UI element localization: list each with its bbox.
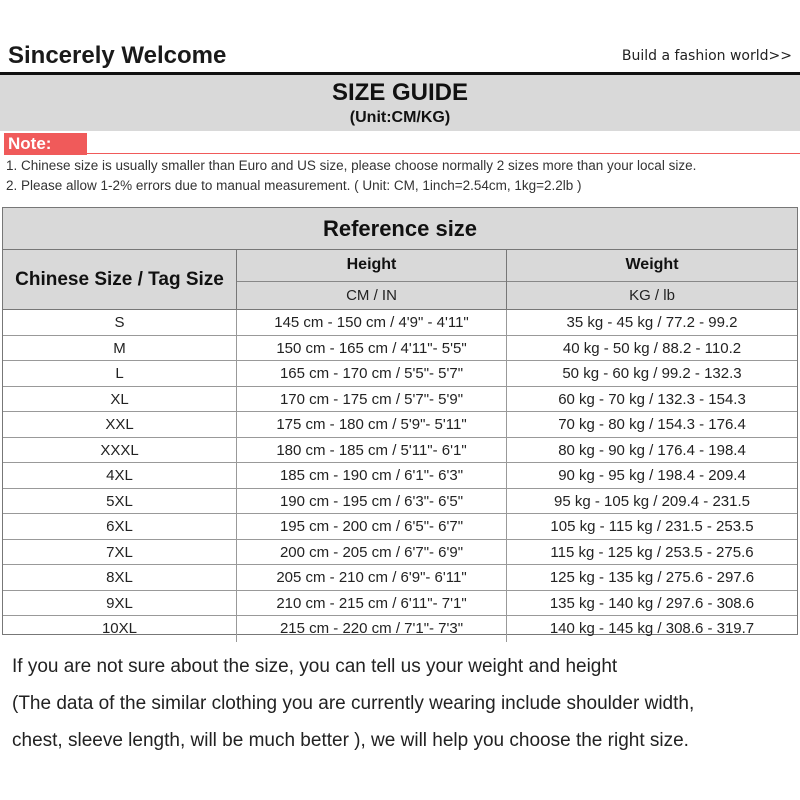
size-cell: XXXL: [3, 438, 237, 463]
height-cell: 145 cm - 150 cm / 4'9" - 4'11": [237, 310, 507, 335]
size-cell: M: [3, 336, 237, 361]
table-row: [3, 463, 797, 489]
size-cell: 10XL: [3, 616, 237, 642]
table-title-bar: [3, 208, 797, 250]
height-cell: 195 cm - 200 cm / 6'5"- 6'7": [237, 514, 507, 539]
column-header-weight: [507, 250, 797, 309]
size-cell: XL: [3, 387, 237, 412]
size-cell: 9XL: [3, 591, 237, 616]
weight-cell: 70 kg - 80 kg / 154.3 - 176.4: [558, 416, 746, 433]
note-line-2: 2. Please allow 1-2% errors due to manual measurement. ( Unit: CM, 1inch=2.54cm, 1kg=2.2lb ): [6, 178, 582, 193]
table-title: Reference size: [322, 216, 478, 241]
weight-cell: 80 kg - 90 kg / 176.4 - 198.4: [558, 441, 746, 459]
table-column-headers: [3, 250, 797, 310]
size-table: [2, 207, 798, 635]
size-cell: 8XL: [3, 565, 237, 590]
size-guide-banner: [0, 75, 800, 131]
note-label: Note:: [4, 133, 87, 155]
weight-cell: 115 kg - 125 kg / 253.5 - 275.6: [550, 543, 754, 561]
table-row: [3, 412, 797, 438]
table-row: [3, 565, 797, 591]
size-cell: 6XL: [3, 514, 237, 539]
note-line-1: 1. Chinese size is usually smaller than Euro and US size, please choose normally 2 sizes more than your local size.: [6, 158, 697, 173]
note-divider: [87, 153, 800, 154]
header-title: Sincerely Welcome: [8, 42, 227, 69]
weight-cell: 90 kg - 95 kg / 198.4 - 209.4: [558, 467, 746, 484]
footer-line-2: (The data of the similar clothing you are currently wearing include shoulder width,: [12, 693, 695, 714]
height-unit-label: CM / IN: [346, 287, 397, 304]
height-cell: 210 cm - 215 cm / 6'11"- 7'1": [237, 591, 507, 616]
size-cell: 4XL: [3, 463, 237, 488]
height-cell: 205 cm - 210 cm / 6'9"- 6'11": [237, 565, 507, 590]
table-row: [3, 361, 797, 387]
height-cell: 165 cm - 170 cm / 5'5"- 5'7": [237, 361, 507, 386]
table-body: [3, 310, 797, 642]
height-cell: 150 cm - 165 cm / 4'11"- 5'5": [237, 336, 507, 361]
size-cell: 5XL: [3, 489, 237, 514]
footer-line-3: chest, sleeve length, will be much better ), we will help you choose the right size.: [12, 730, 689, 751]
weight-cell: 95 kg - 105 kg / 209.4 - 231.5: [554, 492, 750, 510]
weight-cell: 105 kg - 115 kg / 231.5 - 253.5: [550, 518, 754, 535]
height-cell: 185 cm - 190 cm / 6'1"- 6'3": [237, 463, 507, 488]
column-header-size: Chinese Size / Tag Size: [3, 250, 237, 309]
table-row: [3, 438, 797, 464]
height-cell: 190 cm - 195 cm / 6'3"- 6'5": [237, 489, 507, 514]
size-guide-unit: (Unit:CM/KG): [349, 109, 451, 126]
height-cell: 200 cm - 205 cm / 6'7"- 6'9": [237, 540, 507, 565]
size-cell: S: [3, 310, 237, 335]
footer-line-1: If you are not sure about the size, you can tell us your weight and height: [12, 656, 618, 677]
weight-cell: 60 kg - 70 kg / 132.3 - 154.3: [558, 390, 746, 408]
weight-cell: 35 kg - 45 kg / 77.2 - 99.2: [566, 314, 738, 331]
table-row: [3, 591, 797, 617]
size-guide-title: SIZE GUIDE: [331, 79, 469, 106]
weight-cell: 140 kg - 145 kg / 308.6 - 319.7: [549, 620, 755, 637]
size-cell: XXL: [3, 412, 237, 437]
table-row: [3, 387, 797, 413]
height-cell: 215 cm - 220 cm / 7'1"- 7'3": [237, 616, 507, 642]
height-cell: 180 cm - 185 cm / 5'11"- 6'1": [237, 438, 507, 463]
weight-header-label: Weight: [507, 250, 797, 282]
table-row: [3, 310, 797, 336]
height-cell: 170 cm - 175 cm / 5'7"- 5'9": [237, 387, 507, 412]
header-tagline: Build a fashion world>>: [621, 48, 792, 64]
column-header-height: [237, 250, 507, 309]
table-row: [3, 489, 797, 515]
table-row: [3, 540, 797, 566]
table-row: [3, 514, 797, 540]
height-cell: 175 cm - 180 cm / 5'9"- 5'11": [237, 412, 507, 437]
weight-cell: 40 kg - 50 kg / 88.2 - 110.2: [562, 339, 742, 357]
weight-cell: 135 kg - 140 kg / 297.6 - 308.6: [549, 594, 755, 612]
weight-cell: 50 kg - 60 kg / 99.2 - 132.3: [562, 365, 742, 382]
height-header-label: Height: [237, 250, 506, 282]
size-cell: 7XL: [3, 540, 237, 565]
weight-unit-label: KG / lb: [629, 287, 675, 304]
size-cell: L: [3, 361, 237, 386]
table-row: [3, 616, 797, 642]
table-row: [3, 336, 797, 362]
weight-cell: 125 kg - 135 kg / 275.6 - 297.6: [549, 569, 755, 586]
